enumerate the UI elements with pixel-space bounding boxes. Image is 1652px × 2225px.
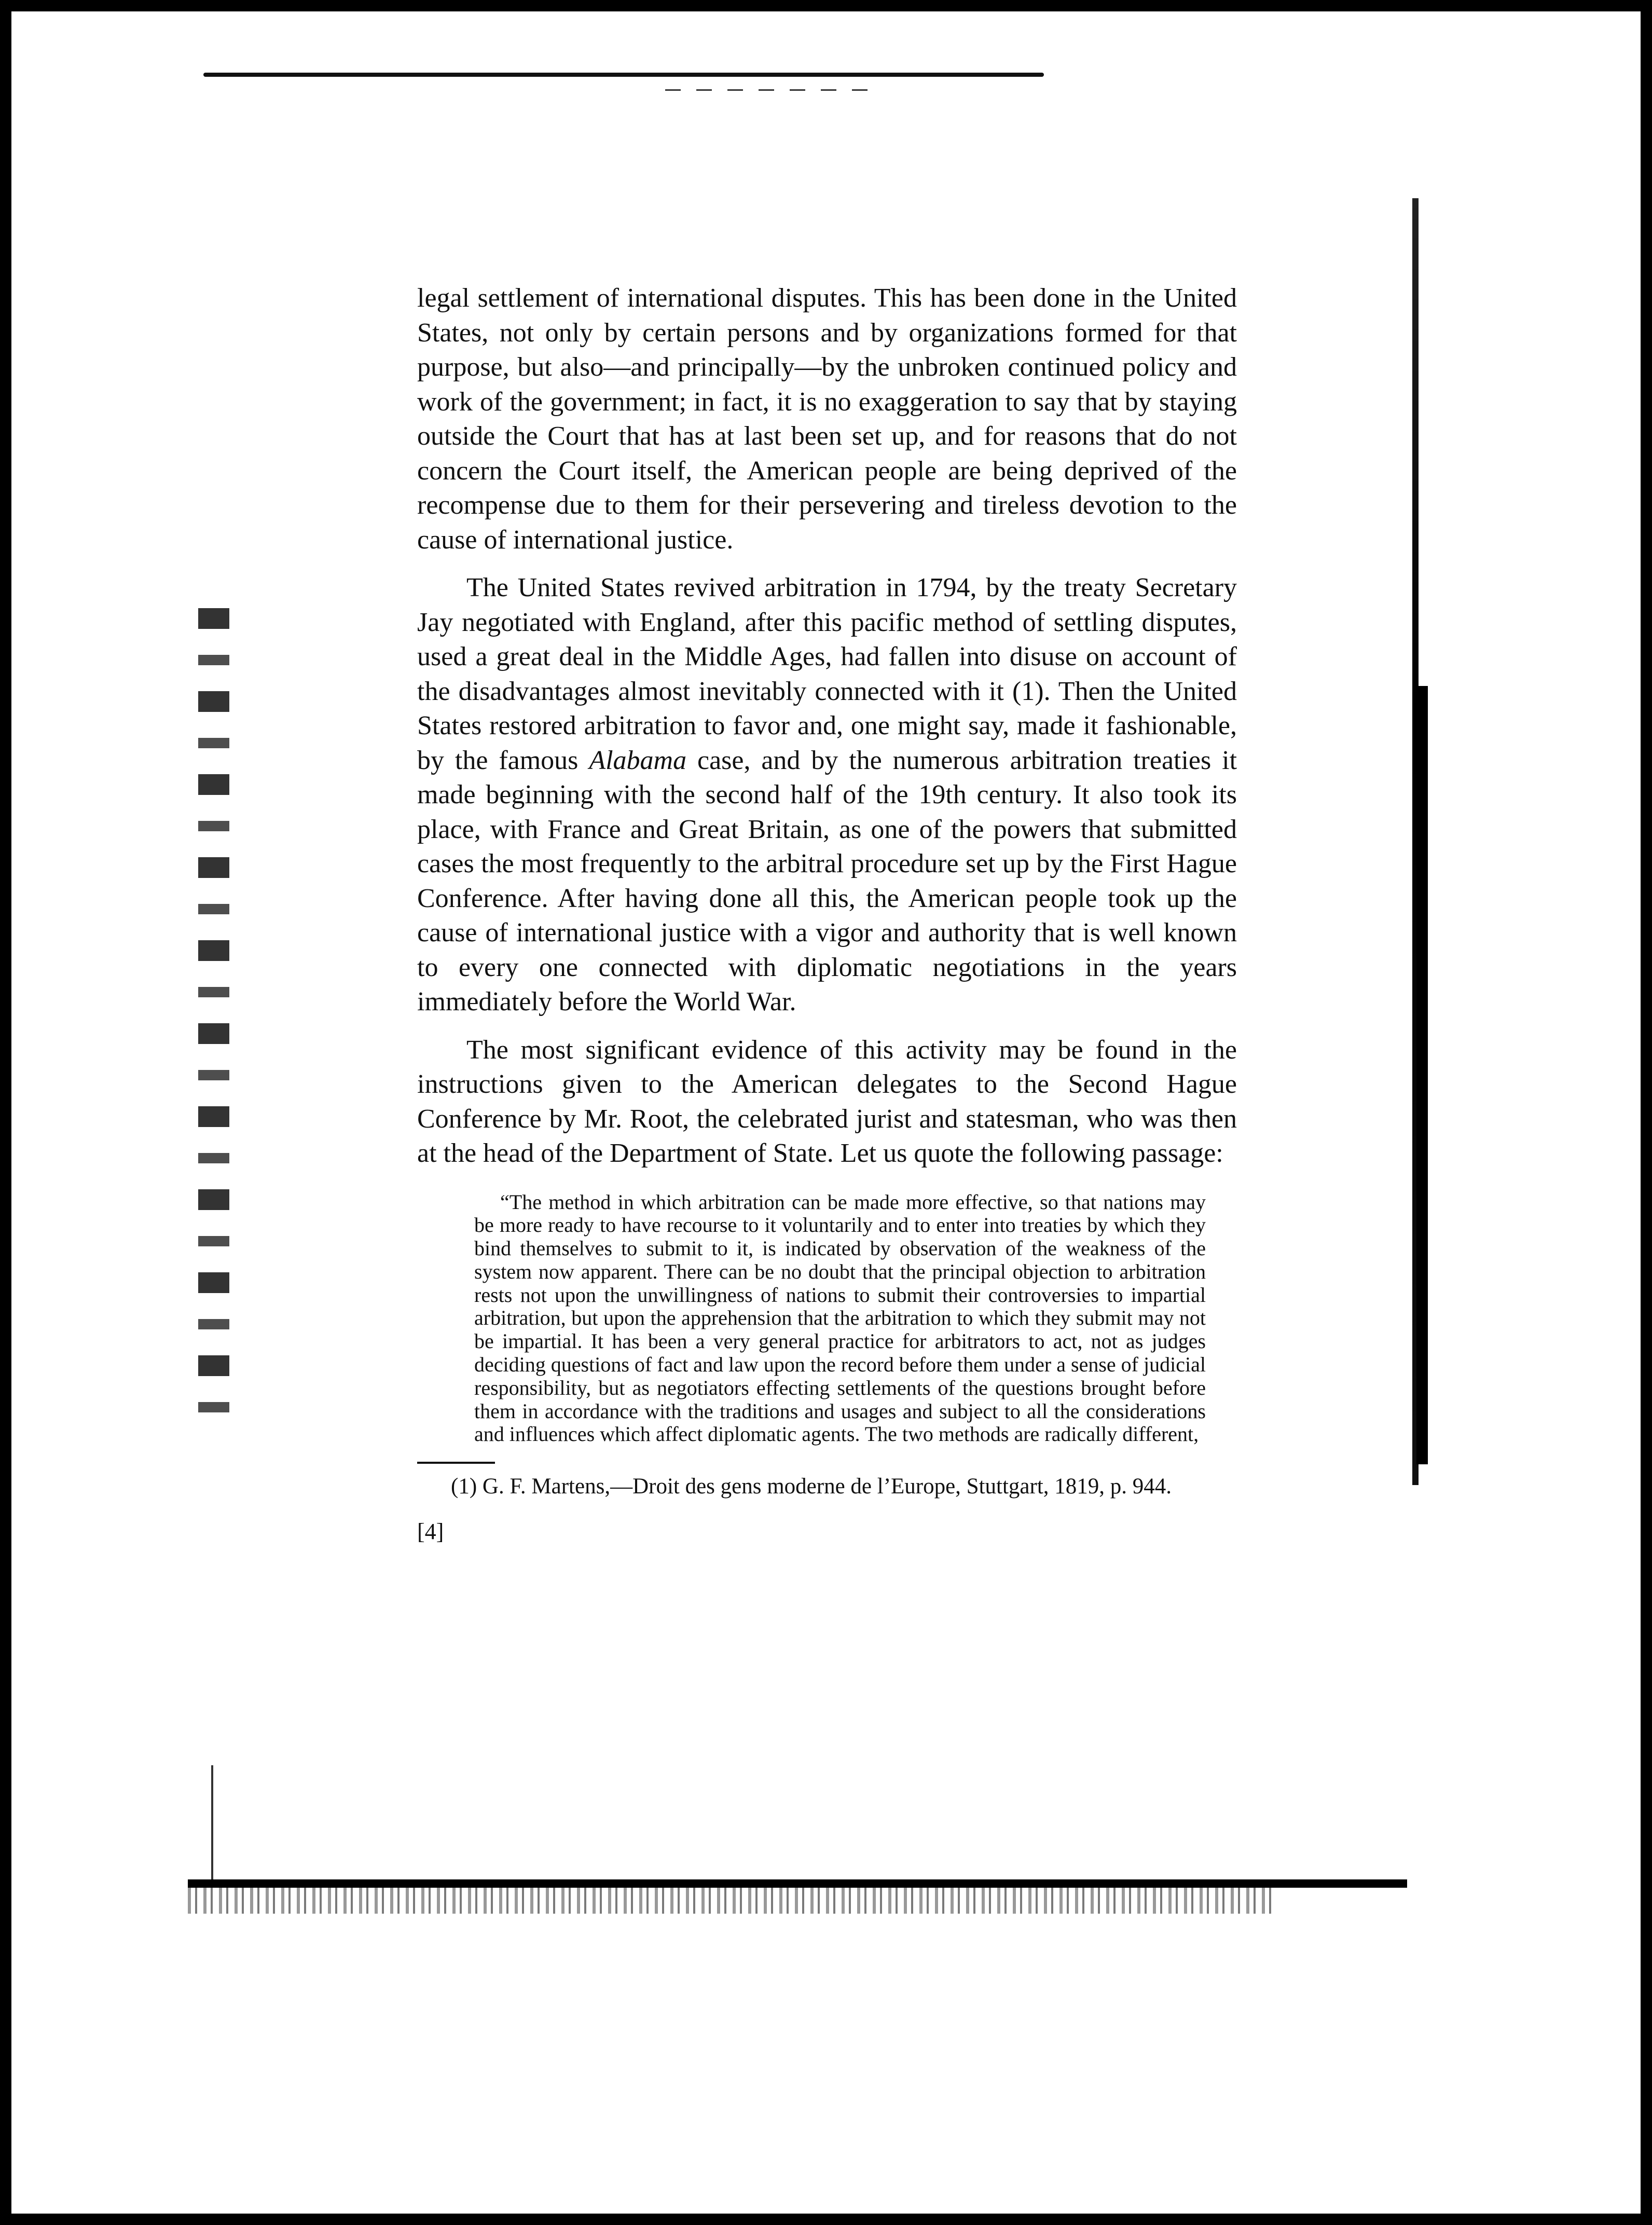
page-number: [4] [417,1519,444,1545]
paragraph-2-part-2: case, and by the numerous arbitration treaties it made beginning with the second half of the 19th century. It also took its place, with France and Great Britain, as one of the powers that submitted cases the most frequently to the arbitral procedure set up by the First Hague Conference. After having done all this, the American people took up the cause of international justice with a vigor and authority that is well known to every one connected with diplomatic negotiations in the years immediately before the World War. [417,745,1237,1017]
scan-right-edge-shadow [1416,686,1428,1464]
paragraph-2-italic-alabama: Alabama [589,745,687,775]
scanned-page [11,11,1641,2214]
block-quote: “The method in which arbitration can be made more effective, so that nations may be more ready to have recourse to it voluntarily and to enter into treaties by which they bind themselves to submit to it, is indicated by observation of the weakness of the system now apparent. There can be no doubt that the principal objection to arbitration rests not upon the unwillingness of nations to submit their controversies to impartial arbitration, but upon the apprehension that the arbitration to which they submit may not be impartial. It has been a very general practice for arbitrators to act, not as judges deciding questions of fact and law upon the record before them under a sense of judicial responsibility, but as negotiators effecting settlements of the questions brought before them in accordance with the traditions and usages and subject to all the considerations and influences which affect diplomatic agents. The two methods are radically different, [474,1190,1206,1446]
footnote-rule [417,1462,495,1464]
scan-left-line [211,1765,213,1885]
scan-bottom-rule [188,1879,1407,1888]
paragraph-3: The most significant evidence of this activity may be found in the instructions given to the American delegates to the Second Hague Conference by Mr. Root, the celebrated jurist and statesman, who was then at the head of the Department of State. Let us quote the following passage: [417,1035,1237,1168]
paragraph-1: legal settlement of international disputes. This has been done in the United States, not only by certain persons and by organizations formed for that purpose, but also—and principally—by the unbroken continued policy and work of the government; in fact, it is no exaggeration to say that by staying outside the Court that has at last been set up, and for reasons that do not concern the Court itself, the American people are being deprived of the recompense due to them for their persevering and tireless devotion to the cause of international justice. [417,283,1237,555]
scan-bottom-noise [188,1888,1277,1914]
footnote: (1) G. F. Martens,—Droit des gens moderne de l’Europe, Stuttgart, 1819, p. 944. [451,1474,1172,1499]
scan-top-rule [203,73,1044,77]
scan-top-dashes [665,89,883,91]
scan-left-marks [198,608,229,1438]
paragraph-2 [417,571,1237,1020]
main-text-block [417,281,1237,1545]
paragraph-2-part-1: The United States revived arbitration in 1794, by the treaty Secretary Jay negotiated with England, after this pacific method of settling disputes, used a great deal in the Middle Ages, had fallen into disuse on account of the disadvantages almost inevitably connected with it (1). Then the United States restored arbitration to favor and, one might say, made it fashionable, by the famous [417,573,1237,775]
